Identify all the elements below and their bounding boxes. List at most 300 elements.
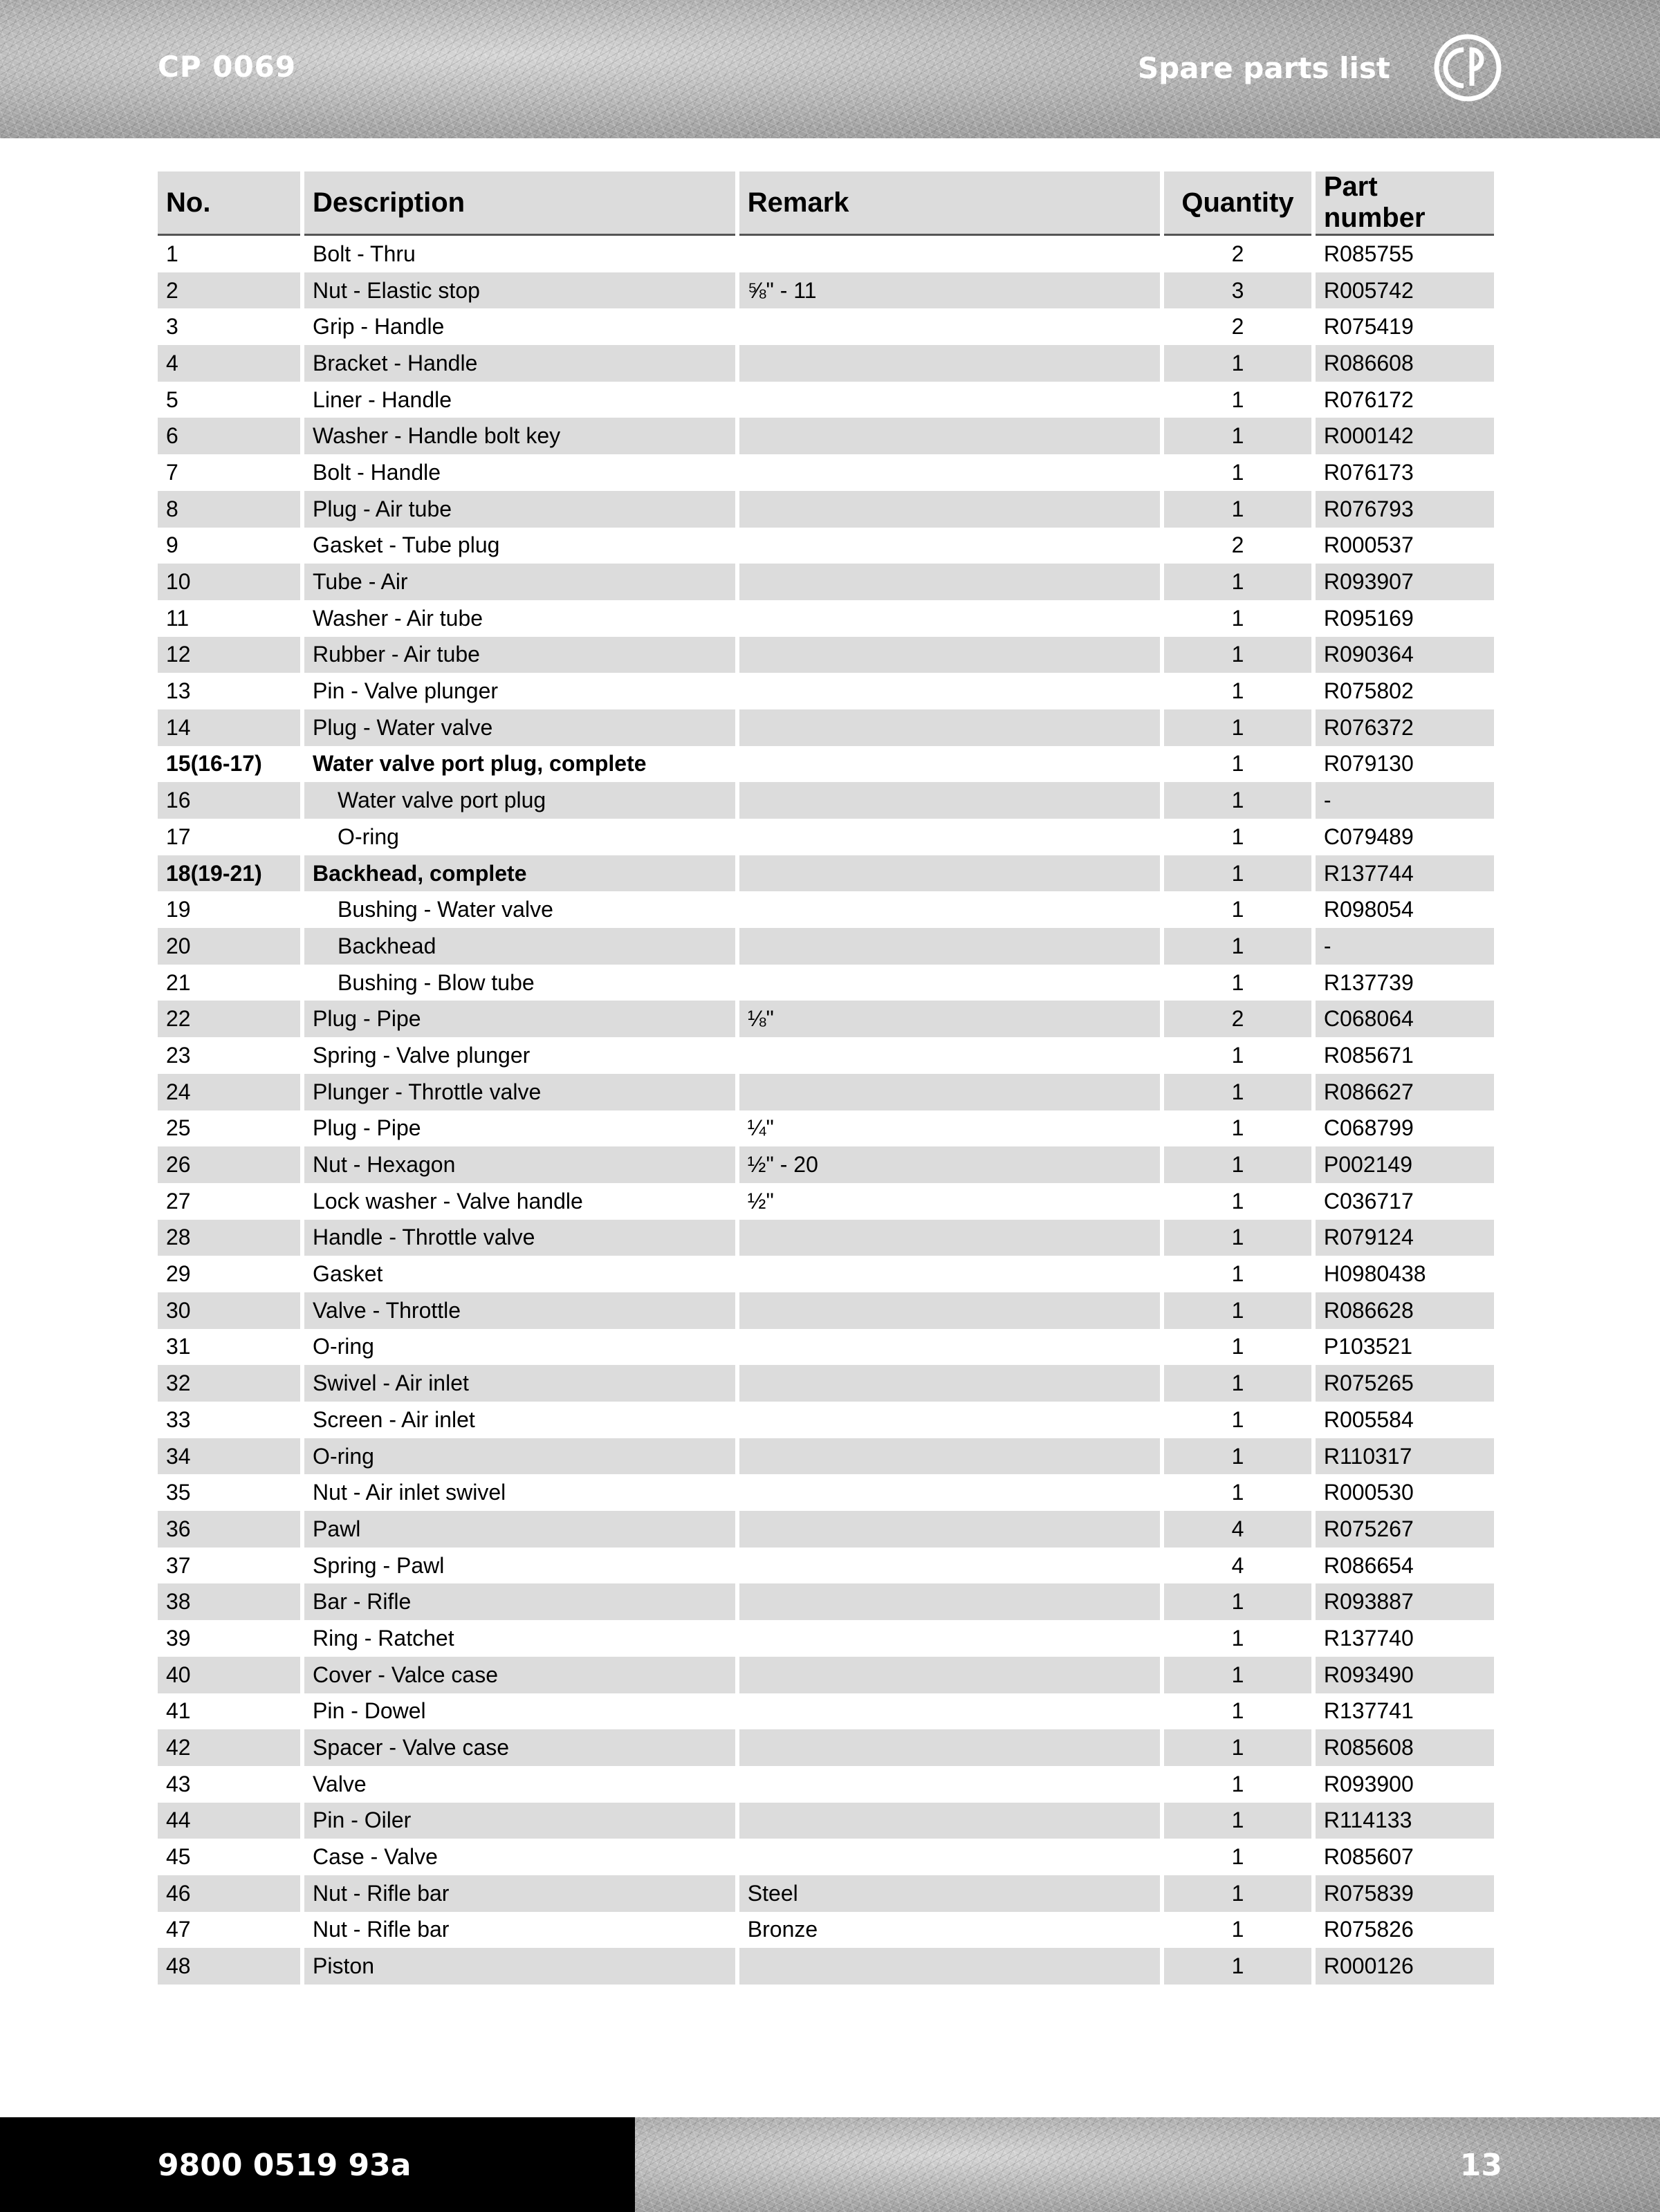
- cell-quantity: 1: [1164, 1657, 1311, 1693]
- cell-remark: [739, 1729, 1160, 1766]
- cell-part-number: R093907: [1316, 564, 1494, 600]
- cell-quantity: 1: [1164, 1438, 1311, 1475]
- table-row: [158, 1948, 1494, 1985]
- doc-number: 9800 0519 93a: [158, 2148, 412, 2183]
- cell-quantity: 2: [1231, 532, 1244, 558]
- table-row: [158, 1583, 1494, 1620]
- cell-part-number: R000537: [1323, 532, 1414, 558]
- cell-no: 38: [158, 1583, 300, 1620]
- cell-description: Bushing - Blow tube: [338, 969, 535, 995]
- table-row: [158, 1146, 1494, 1183]
- cell-no: 16: [158, 782, 300, 819]
- cell-remark: ½" - 20: [739, 1146, 1160, 1183]
- table-row: [158, 1001, 1494, 1037]
- cell-description: Bracket - Handle: [304, 345, 735, 382]
- cell-remark: Steel: [739, 1875, 1160, 1912]
- cell-no: 31: [166, 1334, 191, 1359]
- cell-part-number: R085671: [1323, 1042, 1414, 1068]
- cp-logo-icon: [1433, 33, 1502, 102]
- cell-no: 1: [166, 241, 178, 266]
- table-row: [158, 1292, 1494, 1329]
- cell-no: 15(16-17): [166, 751, 262, 777]
- cell-quantity: 1: [1231, 824, 1244, 849]
- cell-no: 8: [158, 491, 300, 528]
- cell-part-number: C036717: [1323, 1188, 1414, 1214]
- page-number: 13: [1459, 2148, 1502, 2183]
- cell-no: 23: [166, 1042, 191, 1068]
- cell-description: Pin - Dowel: [313, 1698, 426, 1724]
- cell-remark: ⅝" - 11: [739, 272, 1160, 309]
- cell-part-number: R075265: [1316, 1365, 1494, 1402]
- cell-quantity: 1: [1164, 1948, 1311, 1985]
- cell-quantity: 1: [1164, 345, 1311, 382]
- spare-parts-table: [154, 171, 1498, 1985]
- cell-quantity: 1: [1164, 491, 1311, 528]
- cell-no: 41: [166, 1698, 191, 1724]
- cell-part-number: R079130: [1323, 751, 1414, 777]
- cell-quantity: 1: [1231, 1334, 1244, 1359]
- table-row: [158, 1693, 1494, 1730]
- table-row: [158, 1657, 1494, 1693]
- cell-remark: [739, 1839, 1160, 1875]
- cell-remark: [739, 855, 1160, 892]
- table-row: [158, 1037, 1494, 1074]
- table-row: [158, 928, 1494, 965]
- table-row: [158, 236, 1494, 272]
- cell-quantity: 4: [1164, 1511, 1311, 1548]
- cell-part-number: R093490: [1316, 1657, 1494, 1693]
- cell-remark: Bronze: [747, 1917, 818, 1942]
- cell-quantity: 1: [1231, 678, 1244, 704]
- cell-quantity: 2: [1164, 1001, 1311, 1037]
- cell-description: Ring - Ratchet: [313, 1625, 454, 1651]
- cell-no: 37: [166, 1552, 191, 1578]
- cell-no: 2: [158, 272, 300, 309]
- cell-part-number: P002149: [1316, 1146, 1494, 1183]
- cell-quantity: 1: [1164, 928, 1311, 965]
- table-row: [158, 1329, 1494, 1366]
- cell-description: Swivel - Air inlet: [304, 1365, 735, 1402]
- cell-description: Plug - Pipe: [304, 1001, 735, 1037]
- cell-quantity: 1: [1231, 1698, 1244, 1724]
- cell-part-number: R086608: [1316, 345, 1494, 382]
- cell-description: Cover - Valce case: [304, 1657, 735, 1693]
- cell-no: 13: [166, 678, 191, 704]
- cell-part-number: C079489: [1323, 824, 1414, 849]
- cell-quantity: 1: [1231, 459, 1244, 485]
- cell-no: 11: [166, 605, 190, 631]
- table-row: [158, 1912, 1494, 1949]
- table-header-row: [158, 171, 1494, 236]
- cell-description: Screen - Air inlet: [313, 1406, 475, 1432]
- cell-description: Pawl: [304, 1511, 735, 1548]
- doc-code: CP 0069: [158, 50, 297, 84]
- cell-no: 43: [166, 1771, 191, 1796]
- cell-part-number: R075839: [1316, 1875, 1494, 1912]
- cell-remark: [739, 345, 1160, 382]
- cell-quantity: 1: [1164, 418, 1311, 454]
- table-row: [158, 308, 1494, 345]
- cell-remark: [739, 1548, 1160, 1584]
- cell-description: Gasket: [313, 1261, 383, 1287]
- cell-remark: [739, 1074, 1160, 1110]
- cell-part-number: R079124: [1316, 1220, 1494, 1256]
- cell-part-number: R093887: [1316, 1583, 1494, 1620]
- cell-remark: [739, 1220, 1160, 1256]
- cell-part-number: C068799: [1323, 1115, 1414, 1141]
- cell-part-number: R114133: [1316, 1803, 1494, 1839]
- cell-no: 28: [158, 1220, 300, 1256]
- cell-description: Spring - Pawl: [313, 1552, 445, 1578]
- column-header-part-number: Part number: [1316, 171, 1494, 236]
- cell-remark: [739, 491, 1160, 528]
- cell-quantity: 1: [1231, 1625, 1244, 1651]
- cell-quantity: 1: [1164, 1292, 1311, 1329]
- cell-description: Bushing - Water valve: [338, 897, 553, 922]
- cell-quantity: 1: [1164, 782, 1311, 819]
- cell-part-number: C068064: [1316, 1001, 1494, 1037]
- cell-no: 45: [166, 1844, 191, 1870]
- cell-description: Washer - Handle bolt key: [304, 418, 735, 454]
- table-row: [158, 272, 1494, 309]
- footer-doc-panel: [0, 2117, 635, 2212]
- cell-remark: [739, 454, 1160, 491]
- cell-quantity: 1: [1231, 969, 1244, 995]
- table-row: [158, 491, 1494, 528]
- cell-remark: [739, 236, 1160, 272]
- table-row: [158, 1438, 1494, 1475]
- cell-no: 24: [158, 1074, 300, 1110]
- cell-part-number: R075267: [1316, 1511, 1494, 1548]
- table-row: [158, 382, 1494, 418]
- table-row: [158, 1548, 1494, 1584]
- cell-part-number: R086654: [1323, 1552, 1414, 1578]
- cell-remark: [739, 1511, 1160, 1548]
- cell-description: Grip - Handle: [313, 314, 445, 340]
- cell-part-number: R110317: [1316, 1438, 1494, 1475]
- cell-quantity: 1: [1231, 605, 1244, 631]
- cell-description: Pin - Valve plunger: [313, 678, 499, 704]
- cell-remark: [739, 637, 1160, 673]
- cell-remark: ⅛": [739, 1001, 1160, 1037]
- table-header: [158, 171, 1494, 236]
- table-row: [158, 1766, 1494, 1803]
- cell-no: 35: [166, 1480, 191, 1505]
- cell-part-number: R075419: [1323, 314, 1414, 340]
- column-header-quantity: Quantity: [1164, 171, 1311, 236]
- cell-part-number: R085607: [1323, 1844, 1414, 1870]
- cell-part-number: R090364: [1316, 637, 1494, 673]
- cell-quantity: 1: [1231, 1115, 1244, 1141]
- cell-no: 39: [166, 1625, 191, 1651]
- cell-description: Tube - Air: [304, 564, 735, 600]
- cell-part-number: P103521: [1323, 1334, 1412, 1359]
- cell-remark: [739, 1474, 1160, 1511]
- cell-no: 9: [166, 532, 178, 558]
- cell-remark: [739, 382, 1160, 418]
- cell-description: Nut - Rifle bar: [313, 1917, 450, 1942]
- cell-remark: [739, 564, 1160, 600]
- cell-remark: [739, 1329, 1160, 1366]
- cell-remark: [739, 1037, 1160, 1074]
- cell-part-number: R093900: [1323, 1771, 1414, 1796]
- cell-remark: [739, 600, 1160, 637]
- table-row: [158, 709, 1494, 746]
- column-header-description: Description: [304, 171, 735, 236]
- cell-description: Valve - Throttle: [304, 1292, 735, 1329]
- table-row: [158, 600, 1494, 637]
- cell-quantity: 1: [1231, 897, 1244, 922]
- cell-description: Backhead, complete: [304, 855, 735, 892]
- cell-description: O-ring: [304, 1438, 735, 1475]
- cell-part-number: R075802: [1323, 678, 1414, 704]
- cell-description: Backhead: [304, 928, 735, 965]
- cell-quantity: 1: [1164, 564, 1311, 600]
- cell-description: Plug - Water valve: [304, 709, 735, 746]
- cell-quantity: 1: [1231, 387, 1244, 412]
- cell-description: Handle - Throttle valve: [304, 1220, 735, 1256]
- table-row: [158, 345, 1494, 382]
- table-row: [158, 637, 1494, 673]
- table-row: [158, 1110, 1494, 1147]
- cell-quantity: 1: [1164, 855, 1311, 892]
- cell-remark: [739, 965, 1160, 1001]
- cell-part-number: R000142: [1316, 418, 1494, 454]
- table-row: [158, 1729, 1494, 1766]
- cell-no: 26: [158, 1146, 300, 1183]
- cell-no: 33: [166, 1406, 191, 1432]
- cell-part-number: -: [1316, 782, 1494, 819]
- cell-no: 36: [158, 1511, 300, 1548]
- cell-quantity: 2: [1231, 314, 1244, 340]
- cell-description: Bolt - Thru: [313, 241, 416, 266]
- cell-no: 3: [166, 314, 178, 340]
- cell-remark: [739, 1803, 1160, 1839]
- cell-remark: ¼": [747, 1115, 774, 1141]
- cell-description: Water valve port plug: [304, 782, 735, 819]
- cell-remark: [739, 928, 1160, 965]
- cell-remark: [739, 819, 1160, 855]
- cell-remark: [739, 782, 1160, 819]
- cell-part-number: R085755: [1323, 241, 1414, 266]
- cell-description: O-ring: [338, 824, 399, 849]
- table-row: [158, 1074, 1494, 1110]
- cell-no: 10: [158, 564, 300, 600]
- cell-part-number: R085608: [1316, 1729, 1494, 1766]
- cell-quantity: 1: [1164, 709, 1311, 746]
- cell-description: Washer - Air tube: [313, 605, 483, 631]
- cell-remark: [739, 1256, 1160, 1292]
- cell-description: Nut - Elastic stop: [304, 272, 735, 309]
- table-row: [158, 673, 1494, 709]
- table-row: [158, 528, 1494, 564]
- cell-no: 42: [158, 1729, 300, 1766]
- table-row: [158, 1875, 1494, 1912]
- cell-remark: [739, 308, 1160, 345]
- cell-remark: [739, 1948, 1160, 1985]
- cell-remark: [739, 528, 1160, 564]
- cell-description: Water valve port plug, complete: [313, 751, 647, 777]
- table-row: [158, 1402, 1494, 1438]
- cell-no: 17: [166, 824, 191, 849]
- cell-part-number: R076372: [1316, 709, 1494, 746]
- page-title: Spare parts list: [1137, 51, 1390, 85]
- cell-description: Bar - Rifle: [304, 1583, 735, 1620]
- cell-part-number: R005584: [1323, 1406, 1414, 1432]
- cell-description: O-ring: [313, 1334, 374, 1359]
- cell-part-number: R005742: [1316, 272, 1494, 309]
- cell-no: 4: [158, 345, 300, 382]
- column-header-no: No.: [158, 171, 300, 236]
- cell-part-number: R137739: [1323, 969, 1414, 995]
- cell-quantity: 1: [1164, 1583, 1311, 1620]
- cell-description: Piston: [304, 1948, 735, 1985]
- cell-no: 21: [166, 969, 191, 995]
- cell-quantity: 1: [1164, 1146, 1311, 1183]
- cell-quantity: 1: [1164, 1803, 1311, 1839]
- cell-quantity: 1: [1231, 1917, 1244, 1942]
- table-row: [158, 1620, 1494, 1657]
- cell-part-number: R086628: [1316, 1292, 1494, 1329]
- cell-no: 14: [158, 709, 300, 746]
- cell-description: Nut - Hexagon: [304, 1146, 735, 1183]
- cell-remark: [739, 418, 1160, 454]
- cell-quantity: 1: [1164, 1875, 1311, 1912]
- cell-part-number: -: [1316, 928, 1494, 965]
- table-row: [158, 418, 1494, 454]
- cell-description: Spacer - Valve case: [304, 1729, 735, 1766]
- cell-part-number: R137741: [1323, 1698, 1414, 1724]
- cell-description: Gasket - Tube plug: [313, 532, 500, 558]
- cell-quantity: 1: [1231, 1771, 1244, 1796]
- cell-description: Case - Valve: [313, 1844, 438, 1870]
- cell-remark: ½": [747, 1188, 774, 1214]
- cell-description: Plunger - Throttle valve: [304, 1074, 735, 1110]
- cell-no: 5: [166, 387, 178, 412]
- cell-part-number: R086627: [1316, 1074, 1494, 1110]
- cell-quantity: 1: [1231, 1406, 1244, 1432]
- cell-no: 20: [158, 928, 300, 965]
- cell-description: Lock washer - Valve handle: [313, 1188, 583, 1214]
- cell-part-number: H0980438: [1323, 1261, 1426, 1287]
- cell-description: Nut - Air inlet swivel: [313, 1480, 506, 1505]
- cell-part-number: R095169: [1323, 605, 1414, 631]
- cell-description: Rubber - Air tube: [304, 637, 735, 673]
- cell-quantity: 1: [1231, 1844, 1244, 1870]
- cell-description: Nut - Rifle bar: [304, 1875, 735, 1912]
- cell-remark: [739, 709, 1160, 746]
- table-row: [158, 891, 1494, 928]
- cell-description: Plug - Pipe: [313, 1115, 421, 1141]
- cell-no: 25: [166, 1115, 191, 1141]
- table-row: [158, 1220, 1494, 1256]
- cell-no: 29: [166, 1261, 191, 1287]
- cell-no: 7: [166, 459, 178, 485]
- cell-no: 40: [158, 1657, 300, 1693]
- table-row: [158, 454, 1494, 491]
- cell-quantity: 1: [1231, 1261, 1244, 1287]
- cell-no: 27: [166, 1188, 191, 1214]
- cell-part-number: R137744: [1316, 855, 1494, 892]
- cell-quantity: 1: [1164, 1729, 1311, 1766]
- page-header: [0, 0, 1660, 138]
- cell-no: 48: [158, 1948, 300, 1985]
- cell-remark: [739, 1438, 1160, 1475]
- cell-part-number: R098054: [1323, 897, 1414, 922]
- cell-quantity: 1: [1164, 1220, 1311, 1256]
- cell-part-number: R076793: [1316, 491, 1494, 528]
- cell-quantity: 2: [1231, 241, 1244, 266]
- table-row: [158, 746, 1494, 783]
- table-body: [158, 236, 1494, 1985]
- cell-remark: [739, 1292, 1160, 1329]
- table-row: [158, 1256, 1494, 1292]
- cell-remark: [739, 1402, 1160, 1438]
- cell-quantity: 1: [1231, 1188, 1244, 1214]
- table-row: [158, 1365, 1494, 1402]
- cell-no: 46: [158, 1875, 300, 1912]
- cell-remark: [739, 1766, 1160, 1803]
- cell-remark: [739, 1693, 1160, 1730]
- cell-no: 44: [158, 1803, 300, 1839]
- cell-part-number: R000530: [1323, 1480, 1414, 1505]
- table-row: [158, 1803, 1494, 1839]
- cell-description: Spring - Valve plunger: [313, 1042, 531, 1068]
- cell-remark: [739, 891, 1160, 928]
- cell-no: 18(19-21): [158, 855, 300, 892]
- cell-description: Liner - Handle: [313, 387, 452, 412]
- cell-part-number: R076172: [1323, 387, 1414, 412]
- cell-description: Pin - Oiler: [304, 1803, 735, 1839]
- table-row: [158, 564, 1494, 600]
- table-row: [158, 965, 1494, 1001]
- cell-no: 30: [158, 1292, 300, 1329]
- cell-quantity: 4: [1231, 1552, 1244, 1578]
- cell-remark: [739, 1657, 1160, 1693]
- cell-quantity: 1: [1164, 1365, 1311, 1402]
- column-header-remark: Remark: [739, 171, 1160, 236]
- cell-no: 22: [158, 1001, 300, 1037]
- table-row: [158, 1183, 1494, 1220]
- cell-description: Valve: [313, 1771, 367, 1796]
- cell-quantity: 1: [1231, 1480, 1244, 1505]
- cell-part-number: R137740: [1323, 1625, 1414, 1651]
- cell-quantity: 1: [1231, 751, 1244, 777]
- cell-remark: [739, 746, 1160, 783]
- cell-no: 34: [158, 1438, 300, 1475]
- cell-remark: [739, 1620, 1160, 1657]
- cell-quantity: 3: [1164, 272, 1311, 309]
- cell-quantity: 1: [1164, 637, 1311, 673]
- cell-remark: [739, 673, 1160, 709]
- cell-no: 47: [166, 1917, 191, 1942]
- cell-quantity: 1: [1164, 1074, 1311, 1110]
- cell-no: 6: [158, 418, 300, 454]
- footer-page-panel: [635, 2117, 1660, 2212]
- cell-part-number: R076173: [1323, 459, 1414, 485]
- cell-remark: [739, 1583, 1160, 1620]
- cell-no: 19: [166, 897, 191, 922]
- cell-description: Bolt - Handle: [313, 459, 441, 485]
- table-row: [158, 819, 1494, 855]
- table-row: [158, 1511, 1494, 1548]
- cell-quantity: 1: [1231, 1042, 1244, 1068]
- table-row: [158, 855, 1494, 892]
- table-row: [158, 1839, 1494, 1875]
- cell-part-number: R075826: [1323, 1917, 1414, 1942]
- cell-description: Plug - Air tube: [304, 491, 735, 528]
- table-row: [158, 1474, 1494, 1511]
